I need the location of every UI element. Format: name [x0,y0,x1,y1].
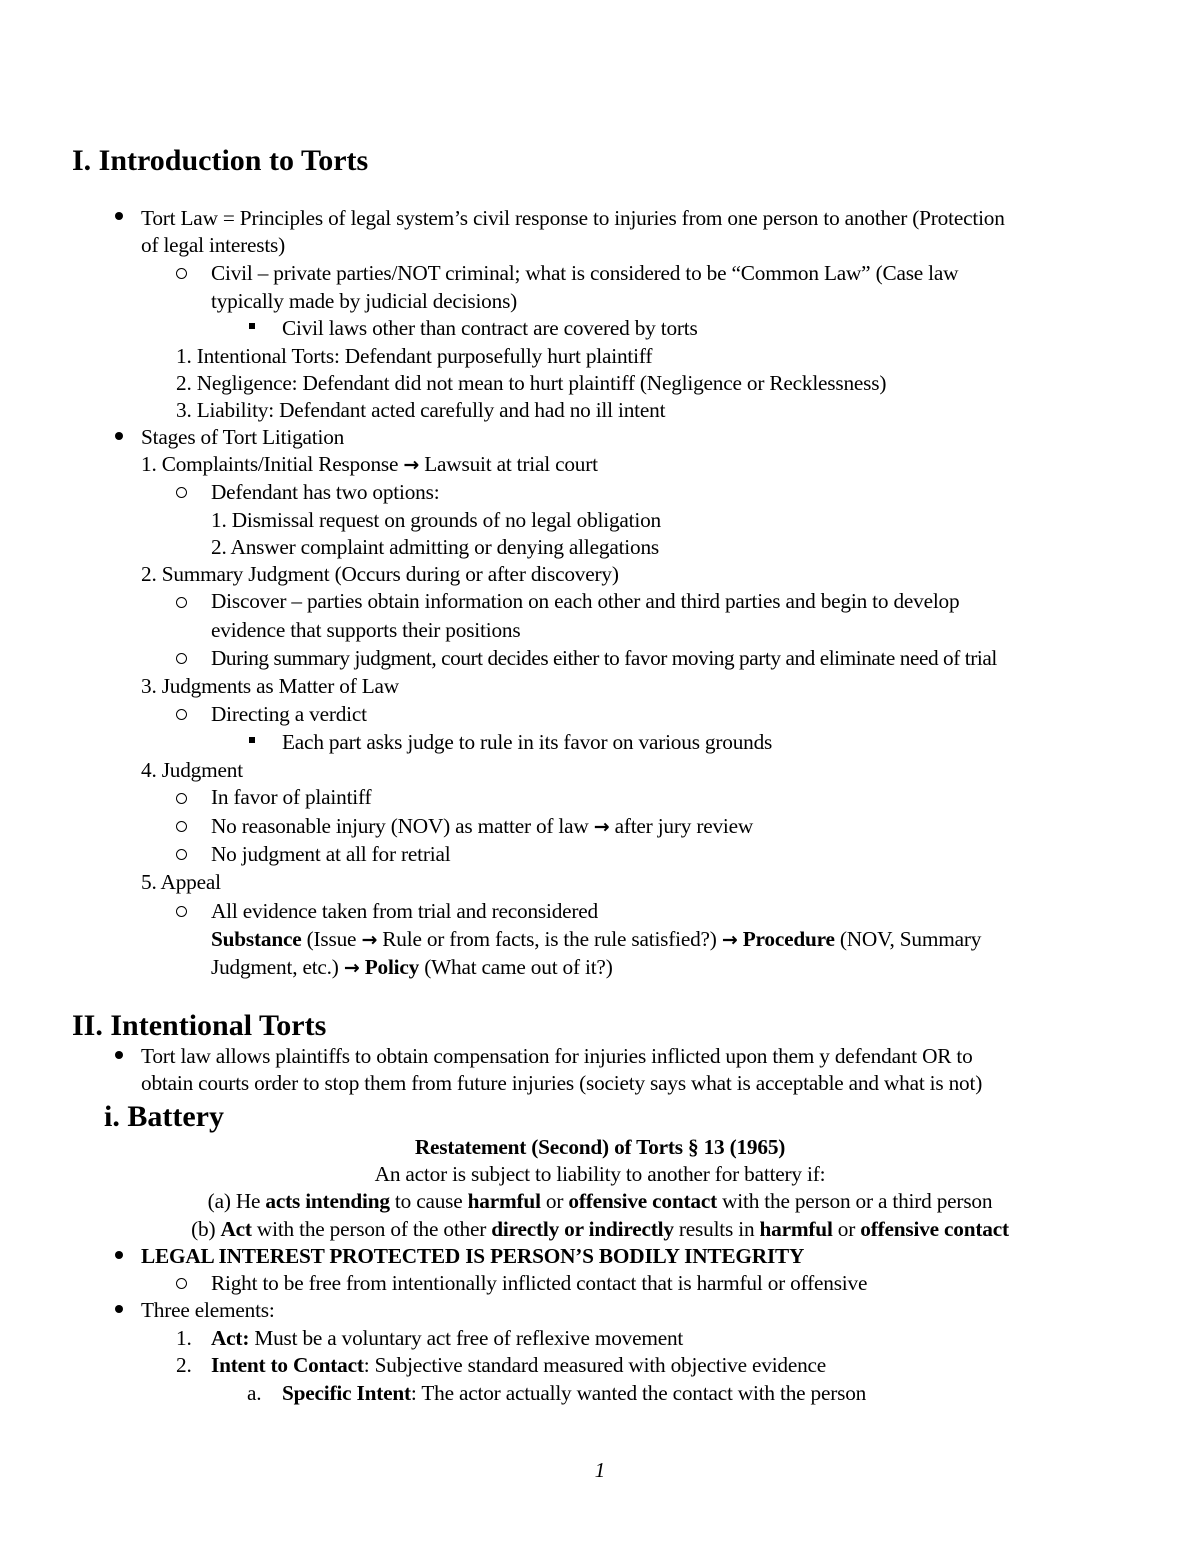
text-line: Civil laws other than contract are covered by torts [282,316,698,340]
circle-bullet-icon [176,487,187,498]
list-letter: a. [247,1381,262,1405]
text-span: (What came out of it?) [419,955,613,979]
text-line [211,954,613,982]
text-line: No judgment at all for retrial [211,842,451,866]
list-item [282,1380,866,1407]
list-item [211,1325,683,1352]
bold-term: Substance [211,927,302,951]
arrow-right-icon: → [593,816,610,838]
circle-bullet-icon [176,268,187,279]
bold-term: Act [220,1217,252,1241]
bold-term: Intent to Contact [211,1353,364,1377]
circle-bullet-icon [176,1278,187,1289]
bold-term: directly or indirectly [491,1217,674,1241]
text-line: obtain courts order to stop them from future injuries (society says what is acceptable and what is not) [141,1071,983,1095]
list-item: 3. Judgments as Matter of Law [141,674,399,698]
text-line: All evidence taken from trial and reconsidered [211,899,598,923]
text-line: of legal interests) [141,233,286,257]
text-line [0,1216,1200,1243]
text-span: Must be a voluntary act free of reflexive movement [249,1326,684,1350]
bold-term: offensive contact [568,1189,717,1213]
list-item: 2. Negligence: Defendant did not mean to hurt plaintiff (Negligence or Recklessness) [176,371,887,395]
list-item: 4. Judgment [141,758,243,782]
text-line: evidence that supports their positions [211,618,521,642]
bold-term: offensive contact [860,1217,1009,1241]
bullet-icon [115,432,123,440]
bold-term: Procedure [742,927,835,951]
text-line: Tort Law = Principles of legal system’s civil response to injuries from one person to another (Protection [141,206,1005,230]
list-number: 2. [176,1353,192,1377]
text-line [141,451,598,479]
square-bullet-icon [249,323,255,329]
text-line: Directing a verdict [211,702,367,726]
circle-bullet-icon [176,821,187,832]
list-item: 2. Answer complaint admitting or denying allegations [211,535,659,559]
list-item: 2. Summary Judgment (Occurs during or after discovery) [141,562,619,586]
arrow-right-icon: → [343,957,360,979]
bold-term: acts intending [265,1189,390,1213]
text-line: Discover – parties obtain information on each other and third parties and begin to develop [211,589,960,613]
bullet-icon [115,1251,123,1259]
text-span: after jury review [614,814,754,838]
text-span: or [540,1189,569,1213]
text-line: In favor of plaintiff [211,785,372,809]
text-line: LEGAL INTEREST PROTECTED IS PERSON’S BODILY INTEGRITY [141,1244,805,1268]
bold-term: Policy [364,955,420,979]
bullet-icon [115,1305,123,1313]
text-line: Defendant has two options: [211,480,440,504]
text-span: (b) [191,1217,221,1241]
text-span: results in [673,1217,760,1241]
section-heading-intentional-torts: II. Intentional Torts [72,1009,327,1042]
bold-term: harmful [759,1217,833,1241]
circle-bullet-icon [176,849,187,860]
arrow-right-icon: → [721,929,738,951]
text-span: (Issue [301,927,362,951]
text-span: (a) He [207,1189,266,1213]
text-line: typically made by judicial decisions) [211,289,518,313]
text-span: with the person of the other [251,1217,492,1241]
text-line: During summary judgment, court decides either to favor moving party and eliminate need of trial [211,646,997,670]
text-span: No reasonable injury (NOV) as matter of law [211,814,589,838]
bold-term: Act: [211,1326,250,1350]
text-span: or [832,1217,861,1241]
text-span: : Subjective standard measured with objective evidence [363,1353,827,1377]
circle-bullet-icon [176,709,187,720]
text-line [211,813,753,841]
text-span: 1. Complaints/Initial Response [141,452,399,476]
square-bullet-icon [249,737,255,743]
text-span: with the person or a third person [716,1189,993,1213]
text-span: Rule or from facts, is the rule satisfied?) [377,927,722,951]
page-number: 1 [594,1458,606,1482]
text-line: Tort law allows plaintiffs to obtain compensation for injuries inflicted upon them y defendant OR to [141,1044,973,1068]
subsection-heading-battery: i. Battery [104,1100,224,1133]
bold-term: harmful [467,1189,541,1213]
bold-term: Specific Intent [282,1381,411,1405]
circle-bullet-icon [176,597,187,608]
text-span: to cause [389,1189,468,1213]
text-span: Lawsuit at trial court [424,452,598,476]
list-item [211,1352,826,1379]
bullet-icon [115,212,123,220]
text-line: Civil – private parties/NOT criminal; what is considered to be “Common Law” (Case law [211,261,959,285]
list-item: 1. Intentional Torts: Defendant purposefully hurt plaintiff [176,344,653,368]
circle-bullet-icon [176,793,187,804]
arrow-right-icon: → [403,454,420,476]
list-item: 1. Dismissal request on grounds of no legal obligation [211,508,661,532]
text-span: (NOV, Summary [834,927,982,951]
circle-bullet-icon [176,906,187,917]
arrow-right-icon: → [361,929,378,951]
restatement-title: Restatement (Second) of Torts § 13 (1965) [414,1135,786,1159]
section-heading-introduction: I. Introduction to Torts [72,144,369,177]
text-line [211,926,981,954]
list-item: 5. Appeal [141,870,221,894]
list-number: 1. [176,1326,192,1350]
text-line: Stages of Tort Litigation [141,425,345,449]
text-line [0,1188,1200,1215]
text-span: : The actor actually wanted the contact with the person [410,1381,867,1405]
text-line: Each part asks judge to rule in its favor on various grounds [282,730,773,754]
text-line: Three elements: [141,1298,275,1322]
circle-bullet-icon [176,653,187,664]
bullet-icon [115,1051,123,1059]
text-span: Judgment, etc.) [211,955,344,979]
list-item: 3. Liability: Defendant acted carefully and had no ill intent [176,398,666,422]
text-line: An actor is subject to liability to another for battery if: [374,1162,826,1186]
text-line: Right to be free from intentionally inflicted contact that is harmful or offensive [211,1271,868,1295]
